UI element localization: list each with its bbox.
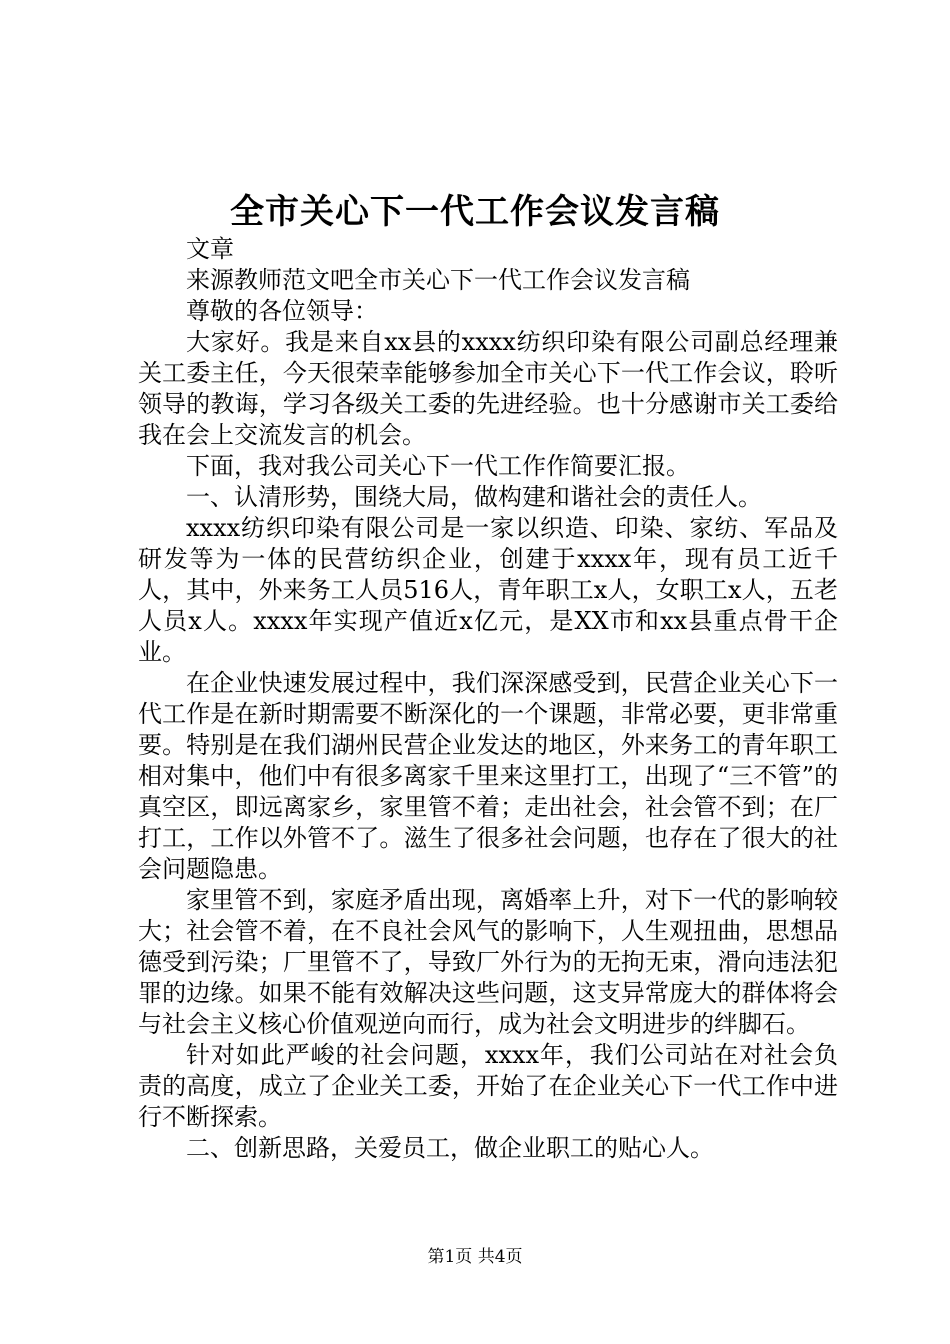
paragraph-problems: 家里管不到，家庭矛盾出现，离婚率上升，对下一代的影响较大；社会管不着，在不良社会风气的影响下，人生观扭曲，思想品德受到污染；厂里管不了，导致厂外行为的无拘无束，滑向违法犯罪的边缘。如果不能有效解决这些问题，这支异常庞大的群体将会与社会主义核心价值观逆向而行，成为社会文明进步的绊脚石。 xyxy=(138,886,838,1038)
document-title: 全市关心下一代工作会议发言稿 xyxy=(230,192,720,232)
section-heading-2: 二、创新思路，关爱员工，做企业职工的贴心人。 xyxy=(186,1134,714,1162)
paragraph-article-label: 文章 xyxy=(186,235,234,263)
page-footer: 第1页 共4页 xyxy=(427,1247,523,1267)
paragraph-source: 来源教师范文吧全市关心下一代工作会议发言稿 xyxy=(186,266,690,294)
paragraph-company: xxxx纺织印染有限公司是一家以织造、印染、家纺、军品及研发等为一体的民营纺织企业，创建于xxxx年，现有员工近千人，其中，外来务工人员516人，青年职工x人，女职工x人，五老人员x人。xxxx年实现产值近x亿元，是XX市和xx县重点骨干企业。 xyxy=(138,514,838,666)
paragraph-greeting: 大家好。我是来自xx县的xxxx纺织印染有限公司副总经理兼关工委主任，今天很荣幸能够参加全市关心下一代工作会议，聆听领导的教诲，学习各级关工委的先进经验。也十分感谢市关工委给我在会上交流发言的机会。 xyxy=(138,328,838,449)
paragraph-intro: 下面，我对我公司关心下一代工作作简要汇报。 xyxy=(186,452,690,480)
document-body xyxy=(138,234,838,1164)
section-heading-1: 一、认清形势，围绕大局，做构建和谐社会的责任人。 xyxy=(186,483,762,511)
paragraph-salutation: 尊敬的各位领导： xyxy=(186,297,378,325)
paragraph-development: 在企业快速发展过程中，我们深深感受到，民营企业关心下一代工作是在新时期需要不断深化的一个课题，非常必要，更非常重要。特别是在我们湖州民营企业发达的地区，外来务工的青年职工相对集中，他们中有很多离家千里来这里打工，出现了“三不管”的真空区，即远离家乡，家里管不着；走出社会，社会管不到；在厂打工，工作以外管不了。滋生了很多社会问题，也存在了很大的社会问题隐患。 xyxy=(138,669,838,883)
paragraph-response: 针对如此严峻的社会问题，xxxx年，我们公司站在对社会负责的高度，成立了企业关工委，开始了在企业关心下一代工作中进行不断探索。 xyxy=(138,1041,838,1131)
